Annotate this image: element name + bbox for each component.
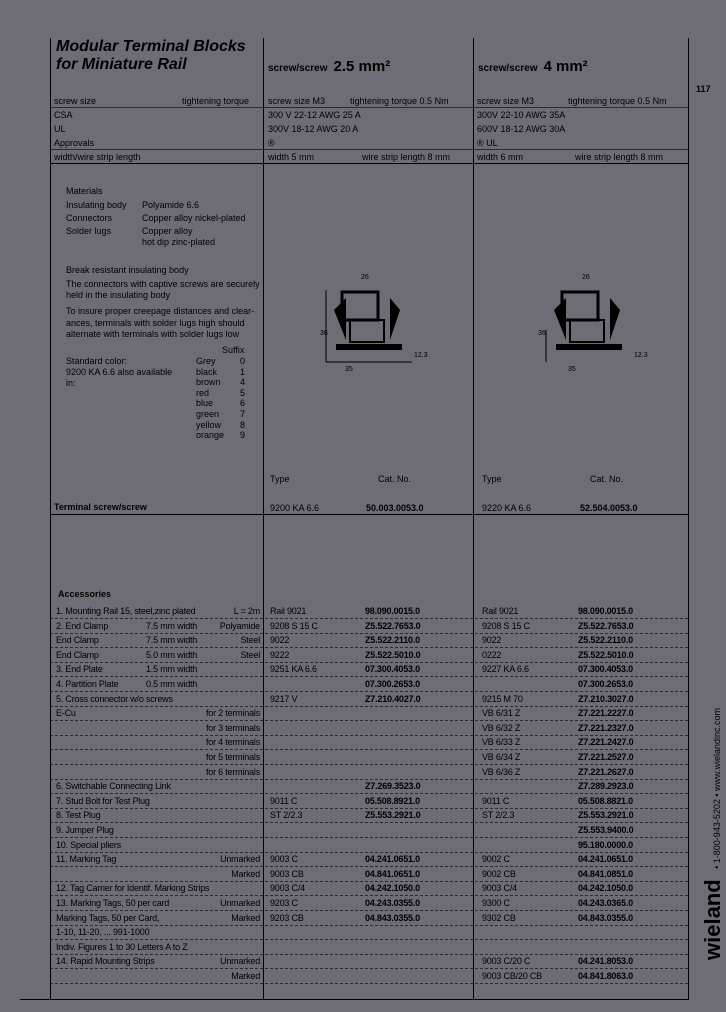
contact-line: • 1-800-943-5202 • www.wielandinc.com [712,707,722,869]
accessory-description: 1-10, 11-20, ... 991-1000 [56,927,150,938]
cat-no-4: 98.090.0015.0 [578,606,633,616]
cat-no-4: 95.180.0000.0 [578,839,633,850]
note: The connectors with captive screws are securely [66,279,260,289]
spec-value: tightening torque 0.5 Nm [350,96,449,106]
accessory-row [50,648,688,663]
cat-no-4: 04.841.8063.0 [578,971,633,981]
accessory-description: 9. Jumper Plug [56,825,114,835]
terminal-type: 9200 KA 6.6 [270,503,320,513]
cat-no-4: Z7.221.2327.0 [578,722,634,733]
accessory-row [50,911,688,926]
cat-no-2-5: Z5.553.2921.0 [365,810,421,821]
cat-header: Cat. No. [378,474,412,484]
accessory-description: 1. Mounting Rail 15, steel,zinc plated [56,606,196,616]
spec-value: 300 V 22-12 AWG 25 A [268,110,361,120]
type-4: 9003 CB/20 CB [482,971,542,981]
type-header: Type [270,474,290,484]
cat-no-2-5: 05.508.8921.0 [365,795,420,806]
note: Break resistant insulating body [66,265,189,275]
type-4: VB 6/31 Z [482,708,521,719]
terminal-cat-no: 50.003.0053.0 [366,503,424,513]
cat-no-2-5: Z7.210.4027.0 [365,693,421,704]
material-value: Copper alloy nickel-plated [142,213,246,223]
color-name: yellow [196,419,222,430]
accessory-spec: 0.5 mm width [146,679,198,689]
cat-no-4: Z5.522.7653.0 [578,620,634,631]
spec-value: 300V 18-12 AWG 20 A [268,124,359,134]
note: held in the insulating body [66,290,171,300]
cat-no-2-5: 04.841.0651.0 [365,868,420,879]
material-value: hot dip zinc-plated [142,237,216,247]
accessory-row [50,677,688,692]
accessory-row [50,735,688,750]
spec-label: width/wire strip length [54,152,141,162]
column-label: screw/screw [268,63,328,74]
terminal-type: 9220 KA 6.6 [482,503,532,513]
approval-mark: ® [268,138,275,148]
cat-no-4: Z7.210.3027.0 [578,693,634,704]
cat-no-4: Z7.221.2227.0 [578,708,634,719]
cat-no-4: 05.508.8821.0 [578,795,633,806]
accessory-variant: Marked [231,971,260,981]
dimension-label: 35 [568,366,576,373]
spec-value: tightening torque 0.5 Nm [568,96,667,106]
type-2-5: 9222 [270,649,290,660]
cat-no-4: Z5.522.5010.0 [578,649,634,660]
accessory-description: 8. Test Plug [56,810,101,821]
type-2-5: 9208 S 15 C [270,620,318,631]
column-header-1 [268,58,390,75]
color-suffix: 6 [240,398,246,409]
approval-mark: ® UL [477,138,498,148]
materials-heading: Materials [66,186,103,196]
dimension-label: 35 [345,366,353,373]
spec-label: CSA [54,110,73,120]
cat-no-4: Z7.221.2527.0 [578,752,634,762]
type-2-5: 9203 CB [270,912,304,923]
color-suffix: 8 [240,419,246,430]
accessory-description: 4. Partition Plate [56,679,119,689]
cat-no-2-5: 04.242.1050.0 [365,883,420,894]
accessory-row [50,779,688,794]
column-header-2 [478,58,588,75]
accessory-variant: L = 2m [233,606,260,616]
accessory-row [50,925,688,940]
accessory-description: 10. Special pliers [56,839,121,850]
color-name: orange [196,430,225,441]
color-suffix: 7 [240,409,246,419]
accessory-row [50,940,688,955]
material-value: Polyamide 6.6 [142,200,200,210]
type-4: 9003 C/20 C [482,956,531,967]
type-2-5: 9011 C [270,795,298,806]
dimension-label: 12.3 [634,352,648,359]
type-2-5: 9251 KA 6.6 [270,664,317,675]
accessory-variant: Steel [240,649,260,660]
divider [50,107,688,108]
color-suffix: 5 [240,387,246,398]
accessory-row [50,633,688,648]
column-size: 4 mm² [543,58,588,75]
cat-no-4: Z7.289.2923.0 [578,781,634,792]
accessory-description: 13. Marking Tags, 50 per card [56,898,170,908]
cat-no-2-5: Z5.522.7653.0 [365,620,421,631]
type-4: 9215 M 70 [482,693,523,704]
accessory-variant: Unmarked [220,898,260,908]
accessory-variant: for 2 terminals [205,708,260,719]
accessory-spec: 5.0 mm width [146,649,198,660]
accessory-row [50,823,688,838]
accessory-variant: Marked [231,868,260,879]
cat-no-4: 04.241.0651.0 [578,854,633,865]
accessory-variant: Marked [231,912,260,923]
note: ances, terminals with solder lugs high should [66,318,245,328]
spec-value: wire strip length 8 mm [575,152,664,162]
suffix-label: Suffix [222,345,245,355]
type-4: Rail 9021 [482,606,519,616]
type-2-5: 9022 [270,635,290,646]
accessory-row [50,692,688,707]
material-label: Connectors [66,213,113,223]
color-name: black [196,366,218,377]
spec-value: 300V 22-10 AWG 35A [477,110,566,120]
type-4: VB 6/34 Z [482,752,521,762]
accessory-description: 7. Stud Bolt for Test Plug [56,795,150,806]
cat-no-2-5: 07.300.4053.0 [365,664,420,675]
cat-no-4: 04.841.0851.0 [578,868,633,879]
color-name: red [196,387,210,398]
spec-label: screw size [54,96,97,106]
spec-label: tightening torque [182,96,250,106]
accessory-row [50,896,688,911]
spec-value: width 5 mm [268,152,315,162]
type-4: 9002 CB [482,868,516,879]
column-size: 2.5 mm² [333,58,391,75]
dimension-label: 26 [361,274,369,281]
accessory-description: 12. Tag Carrier for Identif. Marking Strips [56,883,210,894]
material-label: Solder lugs [66,226,112,236]
accessory-row [50,852,688,867]
standard-color-label: Standard color: [66,356,128,366]
also-available-label: 9200 KA 6.6 also available in: [66,367,173,388]
material-value: Copper alloy [142,226,193,236]
accessory-spec: 1.5 mm width [146,664,198,675]
accessory-variant: Steel [240,635,260,646]
type-4: VB 6/33 Z [482,737,521,748]
divider [50,149,688,150]
cat-no-4: Z5.522.2110.0 [578,635,633,646]
cat-no-2-5: 04.843.0355.0 [365,912,420,923]
accessory-row [50,838,688,853]
note: To insure proper creepage distances and clear- [66,306,255,316]
page-title [56,38,246,74]
accessory-description: 3. End Plate [56,664,103,675]
dimension-label: 36 [320,330,328,337]
terminal-drawing-4 [540,280,640,370]
accessory-description: 6. Switchable Connecting Link [56,781,171,792]
vendor-imprint [700,708,726,960]
spec-value: screw size M3 [268,96,326,106]
material-label: Insulating body [66,200,127,210]
accessory-description: End Clamp [56,649,99,660]
accessory-row [50,808,688,823]
accessory-row [50,765,688,780]
type-2-5: Rail 9021 [270,606,307,616]
type-4: 9300 C [482,898,510,908]
terminal-cat-no: 52.504.0053.0 [580,503,638,513]
accessory-variant: for 3 terminals [205,722,260,733]
accessory-row [50,662,688,677]
accessory-row [50,867,688,882]
cat-no-4: 04.242.1050.0 [578,883,633,894]
spec-value: width 6 mm [477,152,524,162]
page-number: 117 [696,84,711,94]
right-border [688,38,689,1000]
accessory-variant: for 5 terminals [205,752,260,762]
cat-no-2-5: 07.300.2653.0 [365,679,420,689]
type-header: Type [482,474,502,484]
color-name: blue [196,398,214,409]
accessory-variant: for 6 terminals [205,766,260,777]
cat-no-2-5: 04.241.0651.0 [365,854,420,865]
accessory-row [50,604,688,619]
type-4: VB 6/36 Z [482,766,521,777]
color-suffix: 9 [240,430,246,441]
accessory-spec: 7.5 mm width [146,635,198,646]
type-2-5: 9003 CB [270,868,304,879]
color-name: Grey [196,356,216,366]
accessory-row [50,706,688,721]
cat-no-4: Z5.553.9400.0 [578,825,634,835]
type-2-5: 9003 C/4 [270,883,305,894]
type-4: 9208 S 15 C [482,620,530,631]
dimension-label: 36 [538,330,546,337]
color-suffix: 0 [240,356,246,366]
brand-logo: wieland [700,879,725,960]
type-4: 0222 [482,649,502,660]
accessory-description: 11. Marking Tag [56,854,117,865]
accessory-row [50,881,688,896]
cat-no-2-5: Z5.522.2110.0 [365,635,420,646]
accessory-row [50,750,688,765]
terminal-label: Terminal screw/screw [54,502,147,512]
cat-no-2-5: Z7.269.3523.0 [365,781,421,792]
accessory-variant: Polyamide [219,620,260,631]
divider [50,514,688,515]
color-name: green [196,409,220,419]
column-label: screw/screw [478,63,538,74]
type-4: VB 6/32 Z [482,722,521,733]
cat-no-4: Z5.553.2921.0 [578,810,634,821]
accessory-row [50,794,688,809]
spec-label: Approvals [54,138,95,148]
type-4: 9011 C [482,795,510,806]
accessory-description: 14. Rapid Mounting Strips [56,956,155,967]
divider [50,163,688,164]
accessory-description: End Clamp [56,635,99,646]
cat-no-4: 07.300.2653.0 [578,679,633,689]
accessory-description: Marking Tags, 50 per Card, [56,912,160,923]
dimension-label: 26 [582,274,590,281]
cat-no-2-5: 04.243.0355.0 [365,898,420,908]
cat-no-4: 07.300.4053.0 [578,664,633,675]
type-4: 9227 KA 6.6 [482,664,529,675]
type-2-5: 9203 C [270,898,298,908]
accessory-row [50,721,688,736]
accessory-description: Indiv. Figures 1 to 30 Letters A to Z [56,941,188,952]
cat-no-4: 04.843.0355.0 [578,912,633,923]
type-4: 9022 [482,635,502,646]
accessory-description: E-Cu [56,708,76,719]
accessory-description: 5. Cross connector w/o screws [56,693,173,704]
type-2-5: 9217 V [270,693,298,704]
type-4: ST 2/2.3 [482,810,515,821]
type-4: 9002 C [482,854,510,865]
color-suffix: 4 [240,377,246,388]
cat-no-4: Z7.221.2627.0 [578,766,634,777]
bottom-border [20,999,688,1000]
color-suffix: 1 [240,366,246,377]
accessory-spec: 7.5 mm width [146,620,198,631]
dimension-label: 12.3 [414,352,428,359]
cat-no-2-5: 98.090.0015.0 [365,606,420,616]
title-line-1: Modular Terminal Blocks [56,38,246,55]
cat-no-2-5: Z5.522.5010.0 [365,649,421,660]
note: alternate with terminals with solder lugs low [66,329,240,339]
title-line-2: for Miniature Rail [56,56,187,73]
cat-no-4: 04.243.0365.0 [578,898,633,908]
type-2-5: 9003 C [270,854,298,865]
accessory-description: 2. End Clamp [56,620,109,631]
cat-no-4: Z7.221.2427.0 [578,737,634,748]
accessory-variant: Unmarked [220,854,260,865]
spec-value: wire strip length 8 mm [362,152,451,162]
type-2-5: ST 2/2.3 [270,810,303,821]
accessory-row [50,969,688,984]
type-4: 9003 C/4 [482,883,517,894]
spec-value: 600V 18-12 AWG 30A [477,124,566,134]
terminal-drawing-2-5 [320,280,420,370]
accessories-heading: Accessories [58,589,112,599]
accessory-row [50,619,688,634]
spec-label: UL [54,124,66,134]
accessory-row [50,954,688,969]
color-name: brown [196,377,221,388]
cat-no-4: 04.241.8053.0 [578,956,633,967]
spec-value: screw size M3 [477,96,535,106]
cat-header: Cat. No. [590,474,624,484]
accessory-variant: for 4 terminals [205,737,260,748]
type-4: 9302 CB [482,912,516,923]
accessory-variant: Unmarked [220,956,260,967]
